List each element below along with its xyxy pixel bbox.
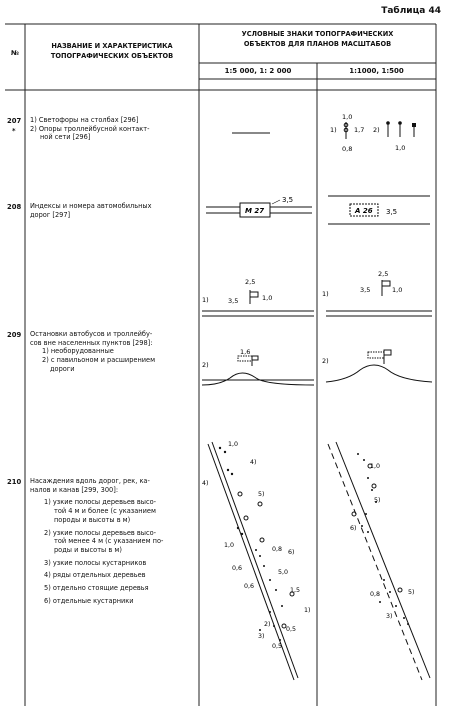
label-dim: 1,5 — [290, 587, 301, 594]
label-dim: 0,8 — [272, 546, 283, 553]
desc-line: сов вне населенных пунктов [298]: — [30, 338, 153, 347]
desc-line: 2) узкие полосы деревьев высо- — [44, 528, 157, 537]
label-variant: 1) — [322, 290, 329, 298]
header-signs — [200, 30, 435, 49]
label-variant: 3) — [258, 633, 265, 640]
table-label: Таблица 44 — [381, 6, 441, 16]
label-dim: 0,8 — [342, 145, 353, 153]
label-dim: 2,5 — [245, 278, 256, 286]
road-index-large: А 26 — [355, 207, 373, 215]
desc-line: 3) узкие полосы кустарников — [44, 558, 147, 567]
sign-207-small — [200, 95, 316, 175]
sign-208-large — [318, 190, 435, 230]
label-dim: 1,0 — [370, 463, 381, 470]
label-dim: 1,0 — [262, 294, 273, 302]
header-name — [28, 42, 196, 61]
desc-line: той 4 м и более (с указанием — [54, 507, 156, 516]
label-dim: 1,0 — [228, 441, 239, 448]
sign-210-small — [200, 430, 316, 700]
row-description — [30, 116, 195, 142]
desc-line: роды и высоты в м) — [54, 545, 122, 554]
row-number: 208 — [7, 203, 22, 211]
label-variant: 4) — [202, 480, 209, 487]
desc-line: Остановки автобусов и троллейбу- — [30, 330, 153, 338]
sign-208-small — [200, 190, 316, 230]
desc-line: ной сети [296] — [40, 133, 91, 142]
desc-line: 4) ряды отдельных деревьев — [44, 571, 146, 580]
label-dim: 0,6 — [244, 583, 255, 590]
scale-small: 1:5 000, 1: 2 000 — [224, 67, 292, 75]
label-variant: 2) — [322, 357, 329, 365]
label-dim: 1,0 — [395, 144, 406, 152]
label-dim: 3,5 — [228, 297, 239, 305]
label-variant: 5) — [258, 491, 265, 498]
label-dim: 5,0 — [278, 569, 289, 576]
label-variant: 2) — [202, 361, 209, 369]
row-description — [30, 202, 195, 219]
label-dim: 0,8 — [370, 591, 381, 598]
row-description — [30, 477, 195, 605]
header-name-line-2: ТОПОГРАФИЧЕСКИХ ОБЪЕКТОВ — [50, 51, 174, 60]
label-variant: 4) — [250, 459, 257, 466]
scale-large: 1:1000, 1:500 — [349, 67, 404, 75]
label-dim: 3,5 — [360, 286, 371, 294]
label-variant: 3) — [386, 613, 393, 620]
desc-line: породы и высоты в м) — [54, 515, 131, 524]
desc-line: 1) Светофоры на столбах [296] — [30, 116, 139, 124]
label-dim: 0,6 — [232, 565, 243, 572]
desc-line: Насаждения вдоль дорог, рек, ка- — [30, 477, 150, 485]
header-name-line-1: НАЗВАНИЕ И ХАРАКТЕРИСТИКА — [51, 42, 173, 50]
desc-line: дорог [297] — [30, 210, 71, 219]
label-dim: 0,5 — [272, 643, 283, 650]
row-number: 207 — [7, 117, 22, 125]
desc-line: 1) необорудованные — [42, 347, 114, 356]
desc-line: дороги — [50, 364, 75, 373]
label-variant: 2) — [264, 621, 271, 628]
sign-210-large — [318, 430, 435, 700]
label-variant: 5) — [374, 497, 381, 504]
header-signs-line-2: ОБЪЕКТОВ ДЛЯ ПЛАНОВ МАСШТАБОВ — [243, 39, 392, 48]
label-1: 1) — [330, 126, 337, 134]
desc-line: 2) с павильоном и расширением — [42, 356, 156, 365]
row-number: 210 — [7, 478, 22, 486]
label-variant: 5) — [408, 589, 415, 596]
sign-209-large — [318, 268, 435, 398]
label-dim: 1,0 — [392, 286, 403, 294]
label-dim: 1,6 — [240, 348, 251, 356]
label-dim: 2,5 — [378, 270, 389, 278]
sign-207-large — [318, 95, 435, 175]
label-dim: 1,0 — [224, 542, 235, 549]
label-dim: 1,7 — [354, 126, 365, 134]
label-dim: 1,0 — [342, 113, 353, 121]
label-dim: 3,5 — [386, 208, 398, 216]
label-2: 2) — [373, 126, 380, 134]
label-dim: 0,5 — [286, 626, 297, 633]
label-variant: 6) — [288, 549, 295, 556]
label-variant: 6) — [350, 525, 357, 532]
label-variant: 1) — [202, 296, 209, 304]
road-index-small: М 27 — [245, 207, 265, 215]
desc-line: 2) Опоры троллейбусной контакт- — [30, 124, 150, 133]
label-variant: 1) — [304, 607, 311, 614]
desc-line: 6) отдельные кустарники — [44, 596, 134, 605]
sign-209-small — [200, 268, 316, 398]
header-num: № — [11, 49, 19, 57]
header-signs-line-1: УСЛОВНЫЕ ЗНАКИ ТОПОГРАФИЧЕСКИХ — [241, 30, 394, 38]
label-dim: 3,5 — [282, 196, 294, 204]
row-number: 209 — [7, 331, 22, 339]
desc-line: налов и канав [299, 300]: — [30, 485, 119, 494]
desc-line: 1) узкие полосы деревьев высо- — [44, 498, 157, 507]
desc-line: Индексы и номера автомобильных — [30, 202, 152, 210]
row-description — [30, 330, 195, 374]
row-asterisk: * — [12, 127, 16, 135]
desc-line: 5) отдельно стоящие деревья — [44, 584, 149, 593]
desc-line: той менее 4 м (с указанием по- — [54, 537, 164, 546]
